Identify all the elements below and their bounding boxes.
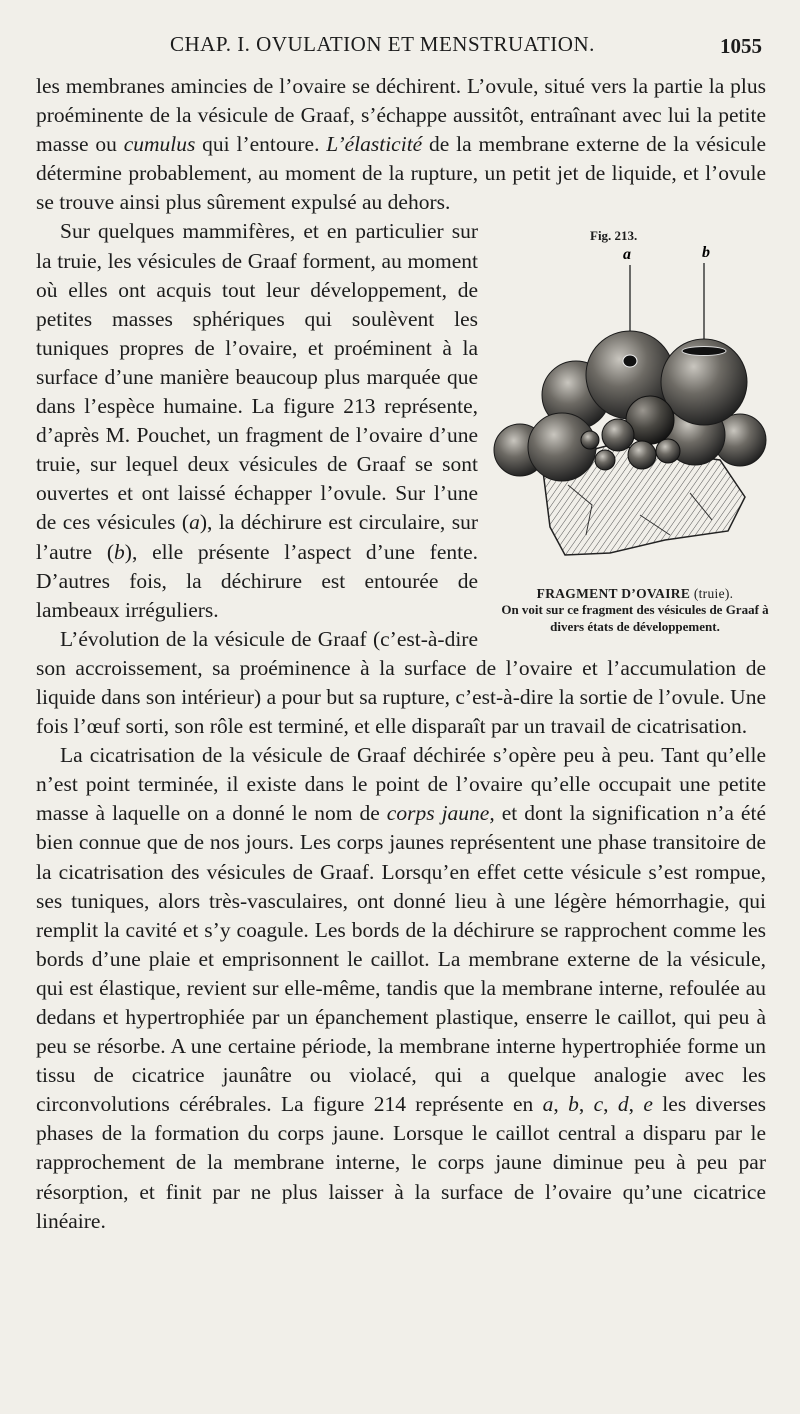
ovary-fragment-illustration (490, 235, 780, 570)
body-text (36, 72, 769, 1236)
figure-213 (490, 217, 780, 649)
paragraph-4: La cicatrisation de la vésicule de Graaf déchirée s’opère peu à peu. Tant qu’elle n’est point terminée, il existe dans le point de l’ovaire qu’elle occupait une petite masse à laquelle on a donné le nom de corps jaune, et dont la signification n’a été bien connue que de nos jours. Les corps jaunes représentent une phase transitoire de la cicatrisation des vésicules de Graaf. Lorsqu’en effet cette vésicule s’est rompue, ses tuniques, alors très-vasculaires, ont donné lieu à une légère hémorrhagie, qui remplit la cavité et s’y coagule. Les bords de la déchirure se rapprochent comme les bords d’une plaie et emprisonnent le caillot. La membrane externe de la vésicule, qui est élastique, revient sur elle-même, tandis que la membrane interne, refoulée au dedans et hypertrophiée par un épanchement plastique, enserre le caillot, qui peu à peu se résorbe. A une certaine période, la membrane interne hypertrophiée forme un tissu de cicatrice jaunâtre ou violacé, qui a quelque analogie avec les circonvolutions cérébrales. La figure 214 représente en a, b, c, d, e les diverses phases de la formation du corps jaune. Lorsque le caillot central a disparu par le rapprochement de la membrane interne, le corps jaune diminue peu à peu par résorption, et finit par ne plus laisser à la surface de l’ovaire qu’une cicatrice linéaire. (36, 743, 766, 1233)
vesicle (595, 450, 615, 470)
paragraph-3: L’évolution de la vésicule de Graaf (c’est-à-dire son accroissement, sa proéminence à la surface de l’ovaire et l’accumulation de liquide dans son intérieur) a pour but sa rupture, c’est-à-dire la sortie de l’ovule. Une fois l’œuf sorti, son rôle est terminé, et elle disparaît par un travail de cicatrisation. (36, 626, 766, 739)
vesicle (628, 441, 656, 469)
page-number: 1055 (720, 34, 762, 58)
label-a: a (623, 246, 631, 264)
vesicle (656, 439, 680, 463)
rupture-a-circular (623, 355, 637, 367)
vesicle (602, 419, 634, 451)
rupture-b-slit (682, 347, 726, 356)
figure-title: FRAGMENT D’OVAIRE (truie). (536, 586, 734, 602)
figure-label: Fig. 213. (590, 228, 638, 244)
running-head: CHAP. I. OVULATION ET MENSTRUATION. (170, 32, 595, 56)
page-header (0, 32, 800, 62)
label-b: b (702, 244, 710, 262)
vesicle (581, 431, 599, 449)
paragraph-1: les membranes amincies de l’ovaire se déchirent. L’ovule, situé vers la partie la plus proéminente de la vésicule de Graaf, s’échappe aussitôt, entraînant avec lui la petite masse ou cumulus qui l’entoure. L’élasticité de la membrane externe de la vésicule détermine probablement, au moment de la rupture, un petit jet de liquide, et l’ovule se trouve ainsi plus sûrement expulsé au dehors. (36, 74, 767, 215)
figure-description: On voit sur ce fragment des vésicules de Graaf à divers états de développement. (501, 602, 769, 635)
paragraph-2: Sur quelques mammifères, et en particulier sur la truie, les vésicules de Graaf forment, au moment où elles ont acquis tout leur développement, de petites masses sphériques qui soulèvent les tuniques propres de l’ovaire, et proéminent à la surface d’une manière beaucoup plus marquée que dans l’espèce humaine. La figure 213 représente, d’après M. Pouchet, un fragment de l’ovaire d’une truie, sur lequel deux vésicules de Graaf se sont ouvertes et ont laissé échapper l’ovule. Sur l’une de ces vésicules (a), la déchirure est circulaire, sur l’autre (b), elle présente l’aspect d’une fente. D’autres fois, la déchirure est entourée de lambeaux irréguliers. (36, 219, 479, 622)
